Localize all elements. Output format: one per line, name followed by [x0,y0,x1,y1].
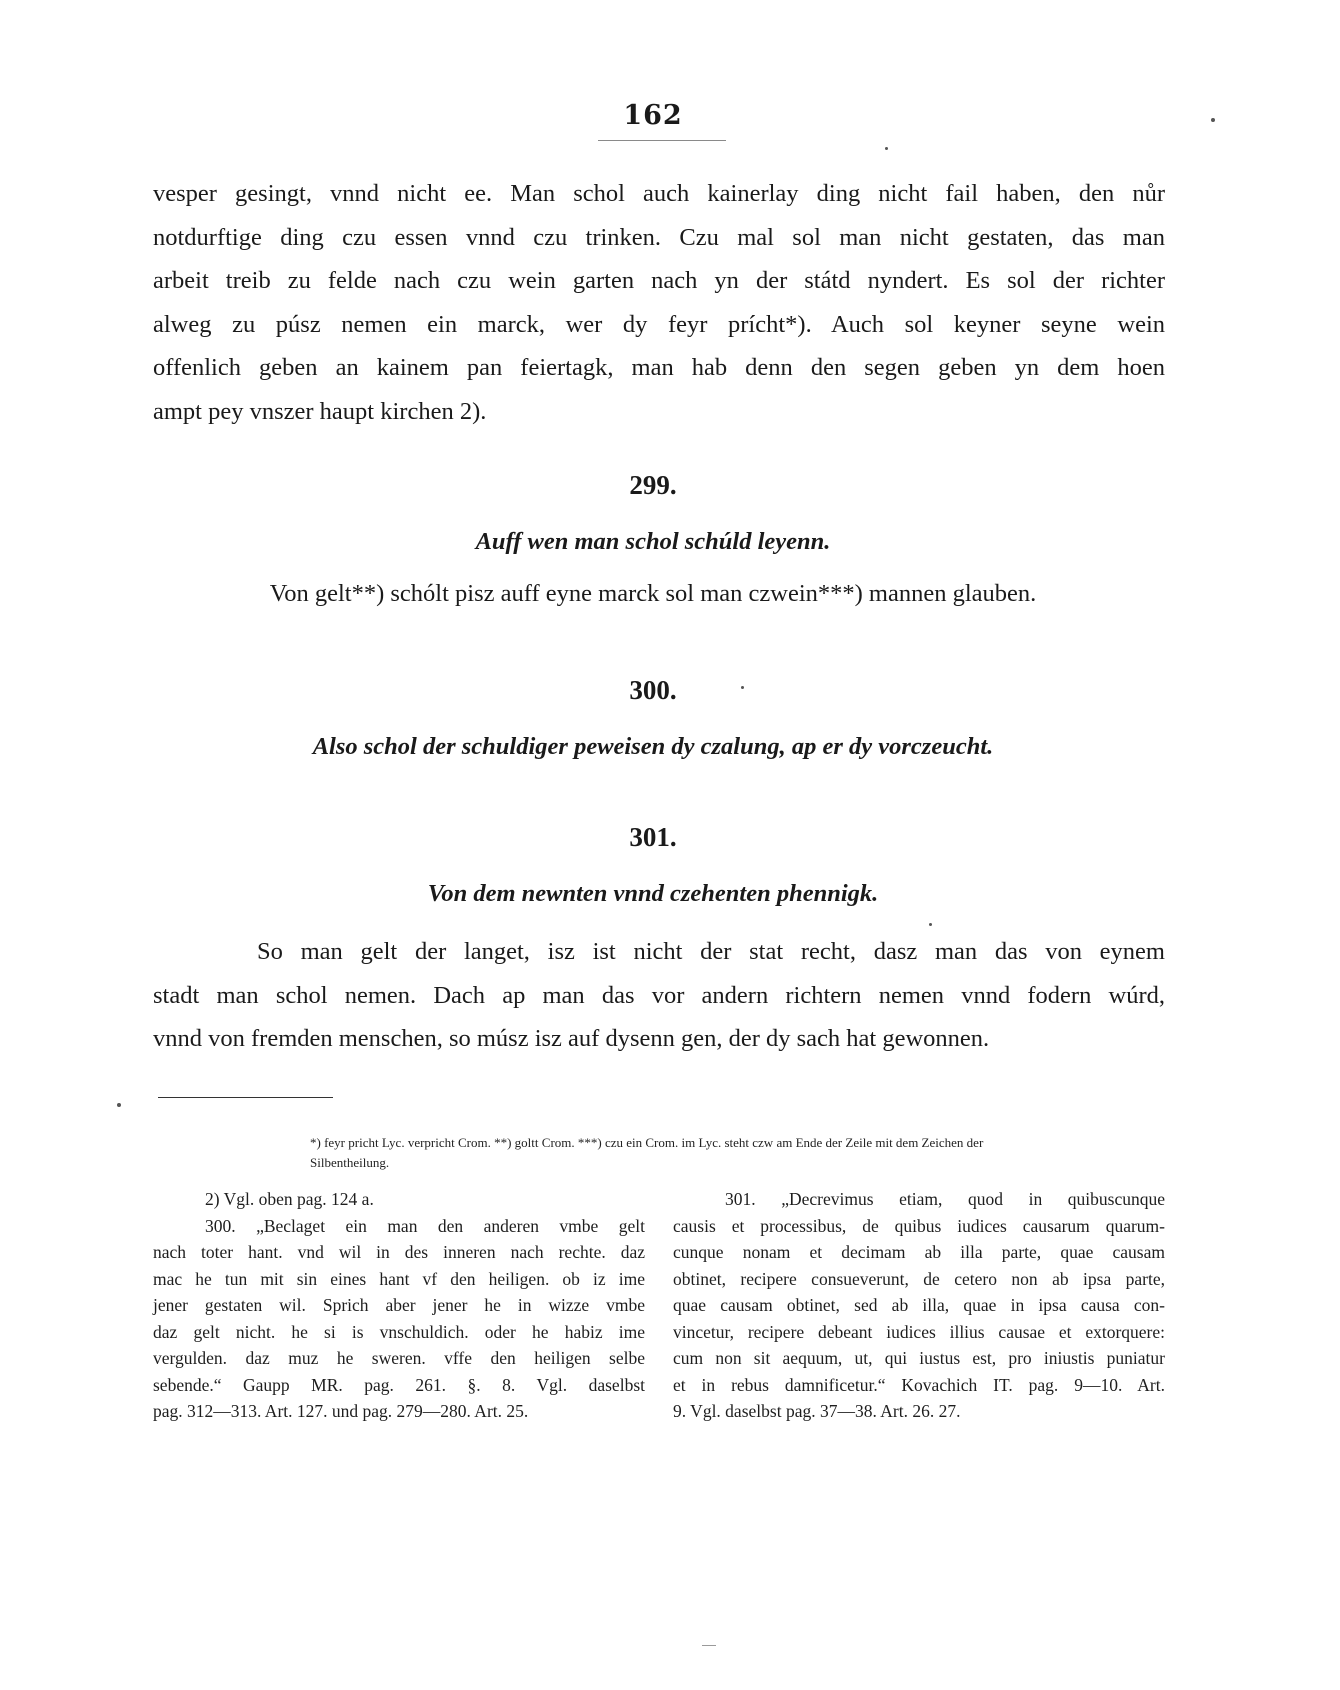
note-line: 301. „Decrevimus etiam, quod in quibuscunque [725,1189,1165,1209]
section-299-title: Auff wen man schol schúld leyenn. [475,528,831,555]
note-line: obtinet, recipere consueverunt, de cetero non ab ipsa parte, [673,1268,1165,1289]
notes-left-column [153,1186,645,1425]
page-number-rule [598,140,726,141]
text-line: vesper gesingt, vnnd nicht ee. Man schol auch kainerlay ding nicht fail haben, den nůr [153,180,1165,207]
note-line: quae causam obtinet, sed ab illa, quae in ipsa causa con- [673,1295,1165,1315]
note-line: cunque nonam et decimam ab illa parte, quae causam [673,1242,1165,1262]
text-line: So man gelt der langet, isz ist nicht der stat recht, dasz man das von eynem [257,938,1165,965]
section-299-body: Von gelt**) schólt pisz auff eyne marck sol man czwein***) mannen glauben. [269,580,1037,607]
scan-speck [1211,118,1215,122]
text-line: notdurftige ding czu essen vnnd czu trinken. Czu mal sol man nicht gestaten, das man [153,223,1165,251]
scan-speck [702,1645,716,1646]
text-line: ampt pey vnszer haupt kirchen 2). [153,397,487,425]
footnote-line: Silbentheilung. [310,1155,390,1170]
section-301-body [153,930,1165,1061]
variant-readings-footnote [310,1133,1170,1173]
footnote-separator [158,1097,333,1098]
note-line: cum non sit aequum, ut, qui iustus est, pro iniustis puniatur [673,1348,1165,1368]
top-paragraph [153,172,1165,433]
note-line: causis et processibus, de quibus iudices causarum quarum- [673,1215,1165,1236]
note-line: 300. „Beclaget ein man den anderen vmbe gelt [205,1215,645,1236]
section-299-number: 299. [629,470,677,500]
note-line: mac he tun mit sin eines hant vf den heiligen. ob iz ime [153,1268,645,1289]
scan-speck [929,923,932,926]
note-line: pag. 312—313. Art. 127. und pag. 279—280. Art. 25. [153,1401,529,1421]
scan-speck [741,686,744,689]
section-301-title: Von dem newnten vnnd czehenten phennigk. [427,880,879,907]
note-line: vincetur, recipere debeant iudices illius causae et extorquere: [673,1321,1165,1342]
note-line: daz gelt nicht. he si is vnschuldich. oder he habiz ime [153,1321,645,1342]
note-line: vergulden. daz muz he sweren. vffe den heiligen selbe [153,1348,645,1368]
notes-right-column [673,1186,1165,1425]
note-line: et in rebus damnificetur.“ Kovachich IT. pag. 9—10. Art. [673,1374,1165,1395]
section-300-number: 300. [629,675,677,705]
section-301-number: 301. [629,822,677,852]
note-line: 9. Vgl. daselbst pag. 37—38. Art. 26. 27. [673,1401,961,1421]
note-line: nach toter hant. vnd wil in des inneren nach rechte. daz [153,1242,645,1262]
text-line: stadt man schol nemen. Dach ap man das vor andern richtern nemen vnnd fodern wúrd, [153,981,1165,1009]
text-line: offenlich geben an kainem pan feiertagk, man hab denn den segen geben yn dem hoen [153,354,1165,381]
page-number: 162 [623,100,683,131]
text-line: arbeit treib zu felde nach czu wein garten nach yn der státd nyndert. Es sol der richter [153,267,1165,294]
footnote-line: *) feyr pricht Lyc. verpricht Crom. **) goltt Crom. ***) czu ein Crom. im Lyc. steht czw am Ende der Zeile mit dem Zeichen der [310,1135,984,1150]
section-300-title: Also schol der schuldiger peweisen dy czalung, ap er dy vorczeucht. [312,733,994,760]
note-line: sebende.“ Gaupp MR. pag. 261. §. 8. Vgl. daselbst [153,1374,645,1395]
text-line: vnnd von fremden menschen, so músz isz auf dysenn gen, der dy sach hat gewonnen. [153,1025,990,1052]
note-line: jener gestaten wil. Sprich aber jener he in wizze vmbe [153,1295,645,1315]
scan-speck [885,147,888,150]
text-line: alweg zu púsz nemen ein marck, wer dy feyr prícht*). Auch sol keyner seyne wein [153,310,1165,338]
scan-speck [117,1103,121,1107]
note-line: 2) Vgl. oben pag. 124 a. [205,1189,374,1209]
